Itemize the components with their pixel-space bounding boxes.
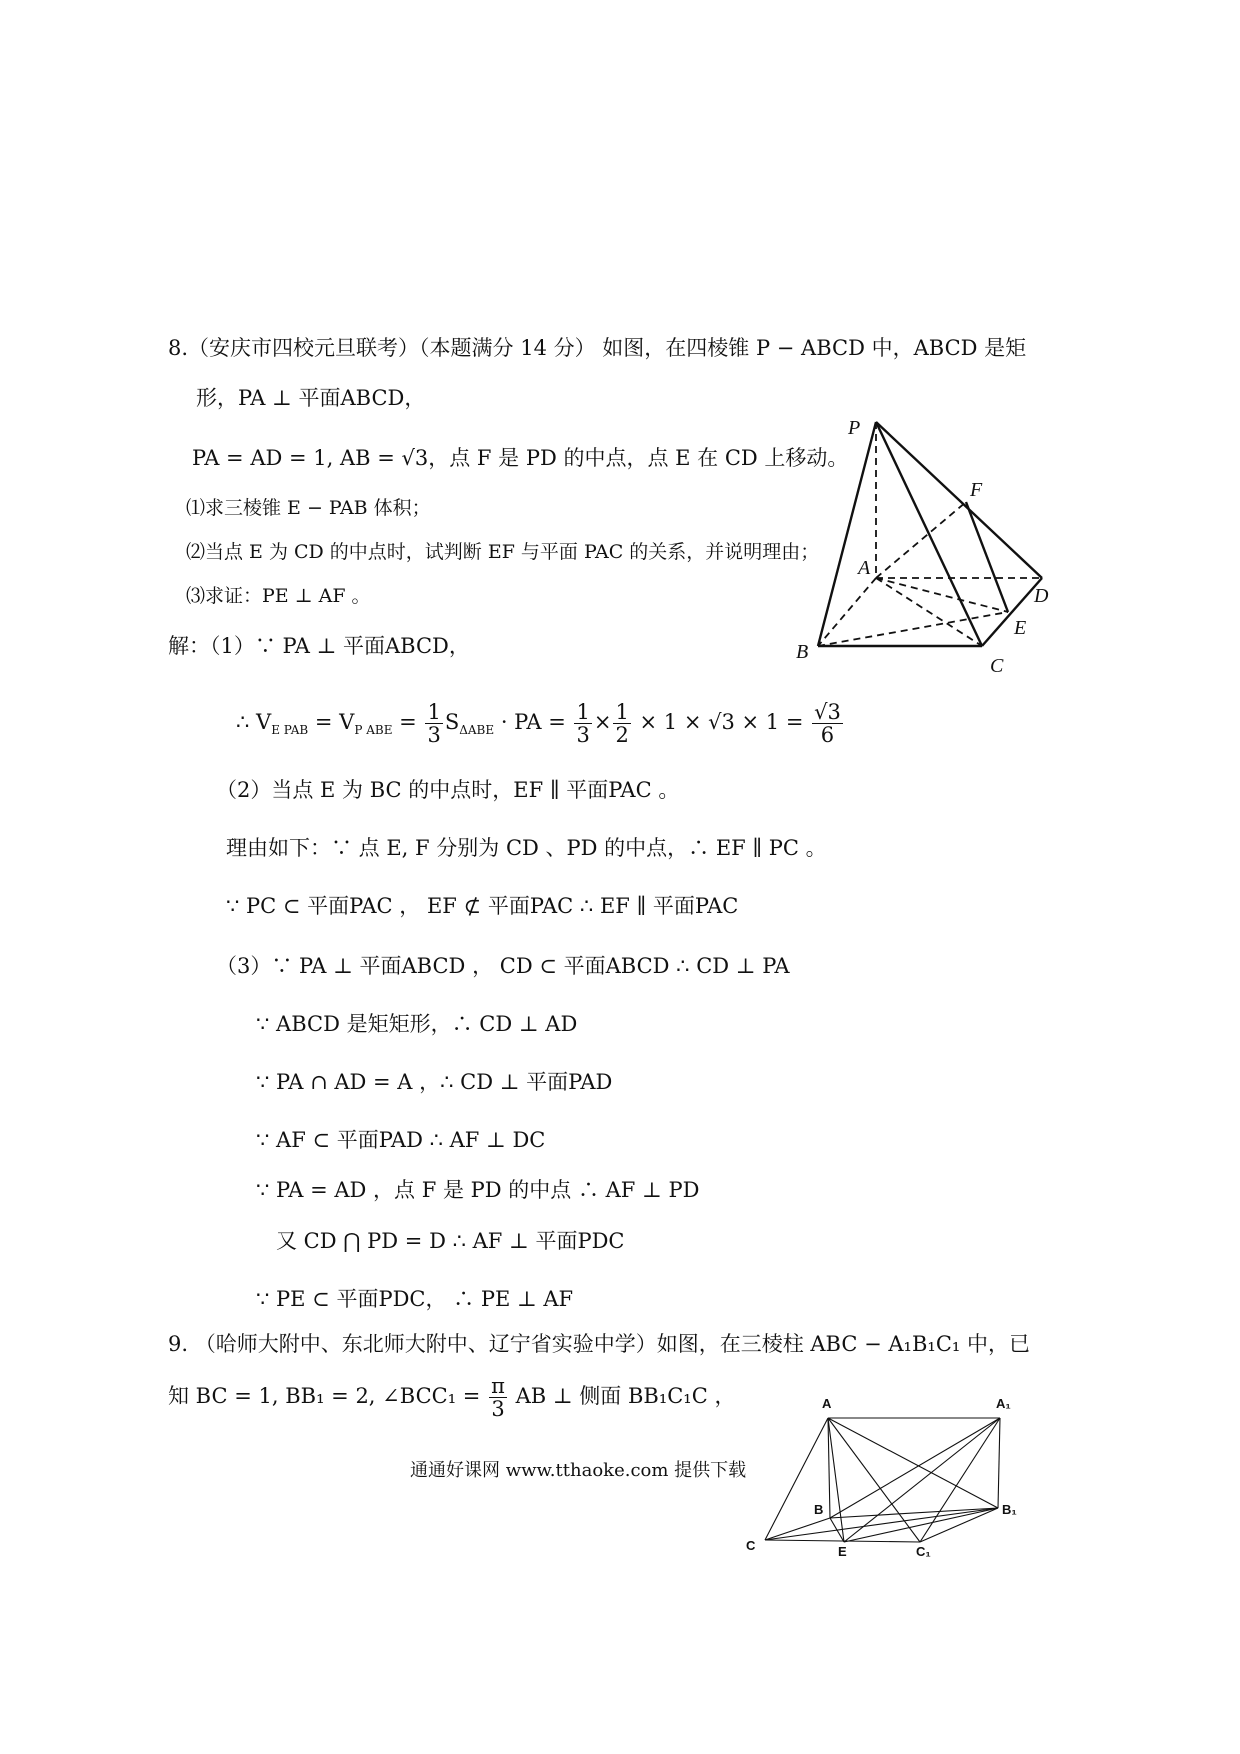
solution-3-step-5: ∵ PA = AD ，点 F 是 PD 的中点 ∴ AF ⊥ PD (256, 1178, 700, 1202)
page-footer: 通通好课网 www.tthaoke.com 提供下载 (410, 1460, 747, 1481)
problem9-given (168, 1374, 735, 1420)
solution-intro: 解：（1）∵ PA ⊥ 平面ABCD， (168, 634, 470, 658)
question-2: ⑵当点 E 为 CD 的中点时，试判断 EF 与平面 PAC 的关系，并说明理由； (186, 541, 820, 563)
volume-times: × 1 × √3 × 1 = (632, 710, 811, 734)
solution-2-reason: 理由如下：∵ 点 E, F 分别为 CD 、PD 的中点，∴ EF ∥ PC 。 (226, 836, 827, 860)
problem9-given-b: AB ⊥ 侧面 BB₁C₁C ， (508, 1384, 736, 1408)
solution-3-step-1: （3）∵ PA ⊥ 平面ABCD ， CD ⊂ 平面ABCD ∴ CD ⊥ PA (216, 954, 790, 978)
fraction-result: $\frac{√3}{6}$ (814, 700, 841, 747)
area-symbol: S (444, 710, 460, 734)
fraction-one-third: $\frac{1}{3}$ (427, 700, 441, 747)
label-B: B (814, 1502, 824, 1517)
label-C: C (746, 1538, 756, 1553)
problem9-given-a: 知 BC = 1, BB₁ = 2, ∠BCC₁ = (168, 1384, 488, 1408)
label-E: E (1014, 617, 1027, 639)
solution-3-step-2: ∵ ABCD 是矩矩形，∴ CD ⊥ AD (256, 1012, 578, 1036)
prism-figure (740, 1390, 1040, 1560)
solution-3-step-7: ∵ PE ⊂ 平面PDC， ∴ PE ⊥ AF (256, 1287, 574, 1311)
label-A: A (822, 1396, 832, 1411)
label-F: F (970, 479, 983, 501)
volume-formula: ∴ $V_{E PAB} = V_{P ABE}$ = $\frac{1}{3}$ $S_{\Delta ABE}$ · PA = $\frac{1}{3}$ × $\frac{1}{2}$ × 1 × √3 × 1 = $\frac{√3}{6}$ (236, 700, 841, 747)
solution-2-conclusion: ∵ PC ⊂ 平面PAC ， EF ⊄ 平面PAC ∴ EF ∥ 平面PAC (226, 894, 739, 918)
fraction-one-half: $\frac{1}{2}$ (615, 700, 629, 747)
solution-3-step-6: 又 CD ⋂ PD = D ∴ AF ⊥ 平面PDC (276, 1229, 625, 1253)
solution-3-step-3: ∵ PA ∩ AD = A ，∴ CD ⊥ 平面PAD (256, 1070, 613, 1094)
pyramid-figure (790, 410, 1060, 680)
label-B: B (796, 641, 809, 663)
volume-rest: · PA = (494, 710, 573, 734)
volume-lhs: ∴ V (236, 710, 272, 734)
problem8-line2: 形，PA ⊥ 平面ABCD， (196, 386, 426, 410)
label-E: E (838, 1544, 847, 1559)
volume-sub-2: P ABE (354, 723, 393, 738)
fraction-one-third-b: $\frac{1}{3}$ (576, 700, 590, 747)
label-B1: B₁ (1002, 1502, 1017, 1517)
volume-sub-1: E PAB (271, 723, 309, 738)
question-1: ⑴求三棱锥 E − PAB 体积； (186, 497, 431, 519)
fraction-pi-over-3: $\frac{\pi}{3}$ (491, 1374, 505, 1421)
volume-eq: = (392, 710, 424, 734)
label-A: A (858, 557, 871, 579)
volume-mid: = V (308, 710, 355, 734)
label-C1: C₁ (916, 1544, 931, 1559)
label-C: C (990, 655, 1004, 677)
label-P: P (848, 417, 861, 439)
label-A1: A₁ (996, 1396, 1011, 1411)
question-3: ⑶求证：PE ⊥ AF 。 (186, 585, 371, 607)
problem8-header: 8.（安庆市四校元旦联考）（本题满分 14 分） 如图，在四棱锥 P − ABCD 中，ABCD 是矩 (168, 336, 1027, 360)
solution-2-claim: （2）当点 E 为 BC 的中点时，EF ∥ 平面PAC 。 (216, 778, 680, 802)
problem9-header: 9. （哈师大附中、东北师大附中、辽宁省实验中学）如图，在三棱柱 ABC − A₁B₁C₁ 中，已 (168, 1332, 1030, 1356)
label-D: D (1034, 585, 1049, 607)
solution-3-step-4: ∵ AF ⊂ 平面PAD ∴ AF ⊥ DC (256, 1128, 546, 1152)
problem8-given: PA = AD = 1, AB = √3，点 F 是 PD 的中点，点 E 在 CD 上移动。 (192, 446, 849, 470)
area-subscript: ΔABE (459, 723, 495, 738)
